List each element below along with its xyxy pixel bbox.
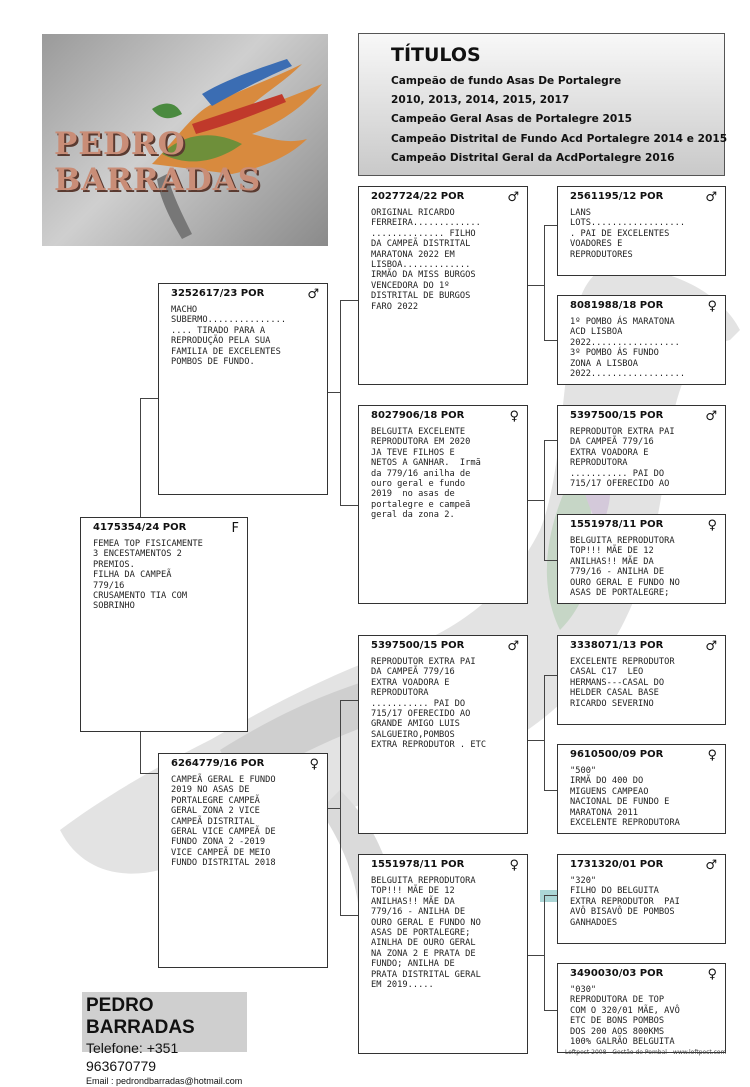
pedigree-card-granddam-paternal	[358, 405, 528, 604]
connector-line	[340, 700, 358, 701]
pedigree-card-sire	[158, 283, 328, 495]
connector-line	[340, 700, 341, 915]
ring-number: 5397500/15 POR	[371, 640, 465, 651]
pedigree-card-great-grandparent	[557, 514, 726, 604]
titles-heading: TÍTULOS	[391, 44, 481, 66]
connector-line	[328, 392, 340, 393]
pedigree-card-subject	[80, 517, 248, 732]
sex-indicator: ♂	[705, 858, 717, 873]
pigeon-description: CAMPEÃ GERAL E FUNDO 2019 NO ASAS DE PORTALEGRE CAMPEÃ GERAL ZONA 2 VICE CAMPEÃ DISTRITAL GERAL VICE CAMPEÃ DE FUNDO ZONA 2 -2019 VICE CAMPEÃ DE MEIO FUNDO DISTRITAL 2018	[171, 775, 276, 869]
pedigree-card-great-grandparent	[557, 405, 726, 495]
connector-line	[340, 300, 341, 505]
sex-indicator: ♀	[707, 967, 717, 982]
connector-line	[544, 225, 557, 226]
logo-name-last: BARRADAS	[54, 162, 262, 198]
pigeon-description: BELGUITA REPRODUTORA TOP!!! MÃE DE 12 ANILHAS!! MÃE DA 779/16 - ANILHA DE OURO GERAL E FUNDO NO ASAS DE PORTALEGRE;	[570, 536, 680, 599]
sex-indicator: ♂	[705, 639, 717, 654]
pigeon-description: REPRODUTOR EXTRA PAI DA CAMPEÃ 779/16 EXTRA VOADORA E REPRODUTORA ........... PAI DO 715/17 OFERECIDO AO	[570, 427, 675, 490]
connector-line	[544, 225, 545, 340]
connector-line	[544, 675, 557, 676]
sex-indicator: ♂	[507, 190, 519, 205]
connector-line	[528, 955, 544, 956]
pigeon-description: LANS LOTS.................. . PAI DE EXCELENTES VOADORES E REPRODUTORES	[570, 208, 686, 260]
pigeon-description: FEMEA TOP FISICAMENTE 3 ENCESTAMENTOS 2 PREMIOS. FILHA DA CAMPEÃ 779/16 CRUSAMENTO TIA COM SOBRINHO	[93, 539, 203, 612]
ring-number: 1731320/01 POR	[570, 859, 664, 870]
ring-number: 1551978/11 POR	[371, 859, 465, 870]
title-item: Campeão Geral Asas de Portalegre 2015	[391, 113, 632, 126]
pigeon-description: "320" FILHO DO BELGUITA EXTRA REPRODUTOR PAI AVÔ BISAVÔ DE POMBOS GANHADOES	[570, 876, 680, 928]
connector-line	[544, 440, 557, 441]
contact-card	[82, 992, 247, 1086]
sex-indicator: ♀	[707, 518, 717, 533]
connector-line	[544, 790, 557, 791]
pigeon-description: EXCELENTE REPRODUTOR CASAL C17 LEO HERMANS---CASAL DO HELDER CASAL BASE RICARDO SEVERINO	[570, 657, 675, 709]
sex-indicator: ♂	[307, 287, 319, 302]
sex-indicator: ♀	[309, 757, 319, 772]
sex-indicator: ♀	[509, 409, 519, 424]
ring-number: 8081988/18 POR	[570, 300, 664, 311]
title-item: Campeão Distrital de Fundo Acd Portalegre 2014 e 2015	[391, 132, 728, 145]
connector-line	[544, 675, 545, 790]
connector-line	[528, 285, 544, 286]
pedigree-card-great-grandparent	[557, 854, 726, 944]
title-item: Campeão de fundo Asas De Portalegre	[391, 75, 622, 87]
title-item: 2010, 2013, 2014, 2015, 2017	[391, 94, 570, 107]
contact-phone: Telefone: +351 963670779	[86, 1040, 179, 1074]
connector-line	[340, 915, 358, 916]
ring-number: 5397500/15 POR	[570, 410, 664, 421]
pedigree-card-great-grandparent	[557, 186, 726, 276]
ring-number: 3252617/23 POR	[171, 288, 265, 299]
ring-number: 1551978/11 POR	[570, 519, 664, 530]
pigeon-description: "500" IRMÃ DO 400 DO MIGUENS CAMPEAO NACIONAL DE FUNDO E MARATONA 2011 EXCELENTE REPRODUTORA	[570, 766, 680, 829]
ring-number: 9610500/09 POR	[570, 749, 664, 760]
pedigree-card-dam	[158, 753, 328, 968]
contact-name: PEDRO BARRADAS	[86, 995, 195, 1038]
ring-number: 2027724/22 POR	[371, 191, 465, 202]
pigeon-description: "030" REPRODUTORA DE TOP COM O 320/01 MÃE, AVÔ ETC DE BONS POMBOS DOS 200 AOS 800KMS 100% GALRÃO BELGUITA	[570, 985, 680, 1048]
logo-name-first: PEDRO	[54, 126, 186, 162]
connector-line	[544, 1010, 557, 1011]
sex-indicator: ♂	[705, 409, 717, 424]
pigeon-description: REPRODUTOR EXTRA PAI DA CAMPEÃ 779/16 EXTRA VOADORA E REPRODUTORA ........... PAI DO 715/17 OFERECIDO AO GRANDE AMIGO LUIS SALGUEIRO,POMBOS EXTRA REPRODUTOR . ETC	[371, 657, 487, 751]
pedigree-card-grandsire-paternal	[358, 186, 528, 385]
connector-line	[528, 500, 544, 501]
connector-line	[544, 560, 557, 561]
pigeon-description: BELGUITA EXCELENTE REPRODUTORA EM 2020 JA TEVE FILHOS E NETOS A GANHAR. Irmã da 779/16 anilha de ouro geral e fundo 2019 no asas de portalegre e campeã geral da zona 2.	[371, 427, 481, 521]
connector-line	[544, 340, 557, 341]
connector-line	[340, 505, 358, 506]
pigeon-description: MACHO SUBERMO............... .... TIRADO PARA A REPRODUÇÃO PELA SUA FAMILIA DE EXCELENTES POMBOS DE FUNDO.	[171, 305, 287, 368]
pigeon-description: 1º POMBO ÁS MARATONA ACD LISBOA 2022................. 3º POMBO ÁS FUNDO ZONA A LISBOA 2022..................	[570, 317, 686, 380]
pigeon-description: ORIGINAL RICARDO FERREIRA............. .............. FILHO DA CAMPEÃ DISTRITAL MARATONA 2022 EM LISBOA............. IRMÃO DA MISS BURGOS VENCEDORA DO 1º DISTRITAL DE BURGOS FARO 2022	[371, 208, 481, 312]
ring-number: 4175354/24 POR	[93, 522, 187, 533]
ring-number: 6264779/16 POR	[171, 758, 265, 769]
title-item: Campeão Distrital Geral da AcdPortalegre 2016	[391, 151, 675, 164]
connector-line	[544, 895, 545, 1010]
logo	[42, 34, 328, 246]
pedigree-card-grandsire-maternal	[358, 635, 528, 834]
ring-number: 3490030/03 POR	[570, 968, 664, 979]
connector-line	[140, 398, 158, 399]
ring-number: 3338071/13 POR	[570, 640, 664, 651]
ring-number: 2561195/12 POR	[570, 191, 664, 202]
sex-indicator: ♀	[707, 748, 717, 763]
pedigree-card-great-grandparent	[557, 963, 726, 1053]
sex-indicator: ♂	[507, 639, 519, 654]
contact-email: Email : pedrondbarradas@hotmail.com	[86, 1076, 243, 1086]
connector-line	[140, 773, 158, 774]
titles-panel	[358, 33, 728, 176]
connector-line	[544, 440, 545, 560]
sex-indicator: ♀	[509, 858, 519, 873]
ring-number: 8027906/18 POR	[371, 410, 465, 421]
connector-line	[528, 740, 544, 741]
pedigree-card-great-grandparent	[557, 635, 726, 725]
pedigree-card-granddam-maternal	[358, 854, 528, 1054]
sex-indicator: ♀	[707, 299, 717, 314]
pedigree-card-great-grandparent	[557, 295, 726, 385]
footer-credit: Loftpest 2008 - Gestão de Pombal - www.loftpest.com	[565, 1049, 727, 1056]
sex-indicator: ♂	[705, 190, 717, 205]
sex-indicator: F	[231, 521, 239, 536]
pedigree-card-great-grandparent	[557, 744, 726, 834]
connector-line	[340, 300, 358, 301]
pigeon-description: BELGUITA REPRODUTORA TOP!!! MÃE DE 12 ANILHAS!! MÃE DA 779/16 - ANILHA DE OURO GERAL E FUNDO NO ASAS DE PORTALEGRE; AINLHA DE OURO GERAL NA ZONA 2 E PRATA DE FUNDO; ANILHA DE PRATA DISTRITAL GERAL EM 2019.....	[371, 876, 481, 991]
connector-line	[544, 895, 557, 896]
connector-line	[328, 808, 340, 809]
